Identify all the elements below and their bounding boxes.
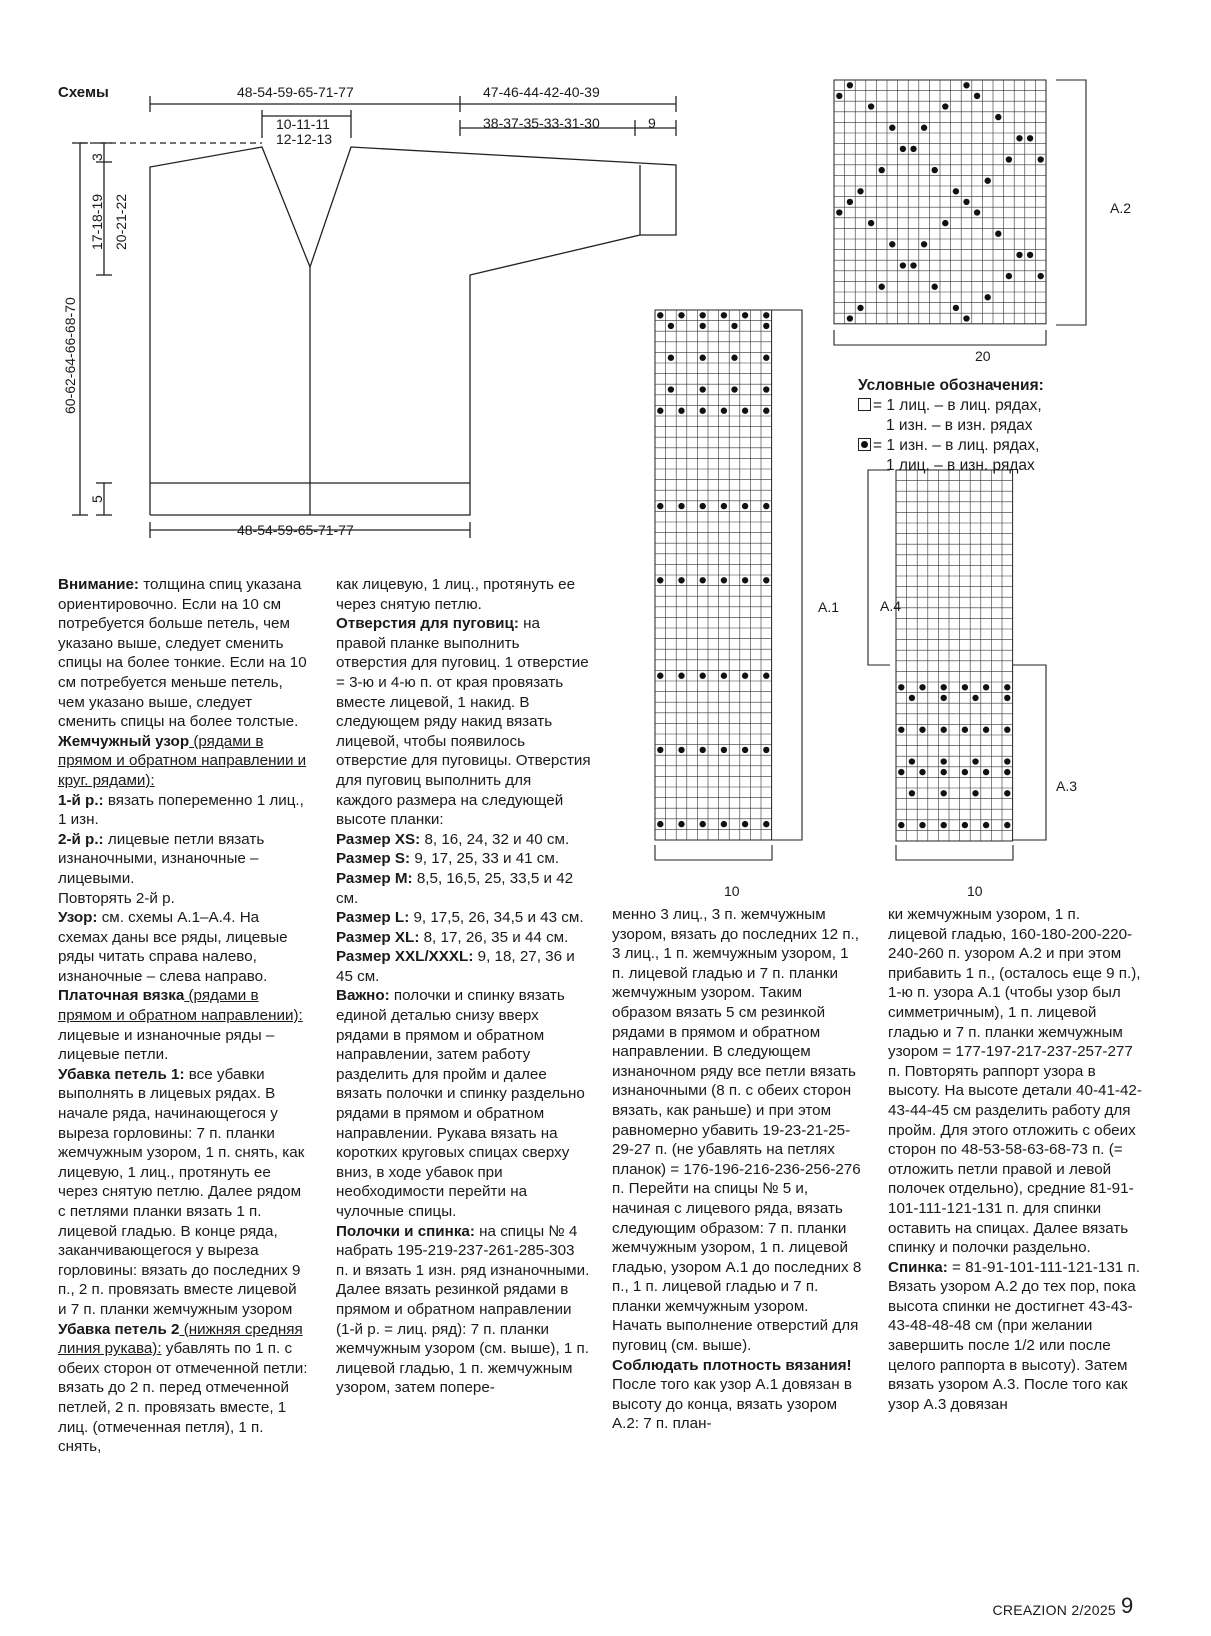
chart-a3-label: A.3: [1056, 778, 1078, 794]
chart-a1-label: A.1: [818, 599, 840, 615]
body-text: лицевые и изнаночные ряды – лицевые петли.: [58, 1026, 275, 1064]
body-text: 8, 17, 26, 35 и 44 см.: [419, 928, 569, 946]
bottom-width-label: 48-54-59-65-71-77: [237, 522, 354, 538]
bold-heading: Узор:: [58, 909, 98, 927]
chart-a2-label: A.2: [1110, 200, 1132, 216]
paragraph: [58, 575, 308, 732]
underlined-note: (рядами в прямом и обратном направлении):: [58, 987, 303, 1025]
bold-heading: Внимание:: [58, 576, 139, 593]
body-text: 9, 17,5, 26, 34,5 и 43 см.: [409, 909, 584, 927]
bold-heading: Размер S:: [336, 850, 411, 868]
body-text: как лицевую, 1 лиц., протянуть ее через снятую петлю.: [336, 576, 576, 613]
paragraph: [888, 1258, 1143, 1415]
bold-heading: Размер L:: [336, 909, 410, 927]
rib-height-label: 5: [89, 495, 105, 503]
bold-heading: Платочная вязка: [58, 987, 185, 1005]
body-text: на спицы № 4 набрать 195-219-237-261-285-303 п. и вязать 1 изн. ряд изнаночными. Далее вязать резинкой рядами в прямом и обратном направлении (1-й р. = лиц. ряд): 7 п. планки жемчужным узором (см. выше), 1 п. лицевой гладью, 1 п. жемчужным узором, затем попере-: [336, 1222, 590, 1397]
underlined-note: (рядами в прямом и обратном направлении и круг. рядами):: [58, 732, 307, 789]
body-text: 9, 18, 27, 36 и 45 см.: [336, 948, 575, 985]
text-column-1: [58, 575, 308, 1457]
top-width-label: 48-54-59-65-71-77: [237, 84, 354, 100]
neck-width-label-1: 10-11-11: [276, 116, 330, 132]
neck-width-label-2: 12-12-13: [276, 131, 333, 147]
bold-heading: Соблюдать плотность вязания!: [612, 1356, 852, 1374]
paragraph: [336, 928, 591, 948]
text-column-2: [336, 575, 591, 1398]
legend-dot-line1: = 1 изн. – в лиц. рядах,: [873, 437, 1040, 454]
body-text: лицевые петли вязать изнаночными, изнаночные – лицевыми.: [58, 830, 265, 887]
paragraph: [336, 1222, 591, 1398]
bold-heading: Отверстия для пуговиц:: [336, 615, 519, 633]
paragraph: [612, 1375, 862, 1434]
legend-open-line1: = 1 лиц. – в лиц. рядах,: [873, 397, 1042, 414]
open-square-icon: [858, 398, 871, 411]
body-text: 8, 16, 24, 32 и 40 см.: [420, 830, 570, 848]
legend: [858, 376, 1044, 476]
paragraph: [336, 614, 591, 830]
paragraph: [336, 986, 591, 1221]
magazine-footer: CREAZION 2/2025: [992, 1602, 1116, 1618]
paragraph: [58, 732, 308, 791]
paragraph: [888, 905, 1143, 1258]
legend-open-line2: 1 изн. – в изн. рядах: [886, 417, 1033, 434]
paragraph: [58, 908, 308, 986]
armhole-label-1: 17-18-19: [89, 193, 105, 250]
body-text: толщина спиц указана ориентировочно. Если на 10 см потребуется больше петель, чем указано выше, следует сменить спицы на более тонкие. Если на 10 см потребуется меньше петель, чем указано выше, следует сменить спицы на более толстые.: [58, 576, 307, 731]
sleeve-lower-label: 38-37-35-33-31-30: [483, 115, 600, 131]
body-text: 9, 17, 25, 33 и 41 см.: [410, 850, 560, 868]
text-column-3: [612, 905, 862, 1434]
bold-heading: 2-й р.:: [58, 830, 104, 848]
paragraph: [336, 908, 591, 928]
body-text: вязать попеременно 1 лиц., 1 изн.: [58, 791, 304, 829]
page-number: 9: [1121, 1593, 1134, 1618]
bold-heading: Размер XXL/XXXL:: [336, 948, 474, 966]
chart-a1-width: 10: [724, 883, 740, 899]
underlined-note: (нижняя средняя линия рукава):: [58, 1320, 303, 1358]
chart-a2-width: 20: [975, 348, 991, 364]
armhole-label-2: 20-21-22: [113, 193, 129, 250]
bold-heading: Важно:: [336, 987, 390, 1005]
paragraph: [336, 869, 591, 908]
bold-heading: 1-й р.:: [58, 791, 104, 809]
cuff-label: 9: [648, 115, 656, 131]
bold-heading: Убавка петель 2: [58, 1320, 180, 1338]
chart-a34-width: 10: [967, 883, 983, 899]
text-column-4: [888, 905, 1143, 1414]
total-length-label: 60-62-64-66-68-70: [62, 297, 78, 414]
chart-a2: [834, 80, 1046, 324]
body-text: = 81-91-101-111-121-131 п. Вязать узором A.2 до тех пор, пока высота спинки не достигнет 43-43-43-48-48-48 см (при желании завершить после 1/2 или после целого раппорта в высоту). Затем вязать узором A.3. После того как узор A.3 довязан: [888, 1258, 1140, 1413]
body-text: на правой планке выполнить отверстия для пуговиц. 1 отверстие = 3-ю и 4-ю п. от края провязать вместе лицевой, 1 накид. В следующем ряду накид вязать лицевой, чтобы появилось отверстие для пуговицы. Отверстия для пуговиц выполнить для каждого размера на следующей высоте планки:: [336, 615, 591, 829]
paragraph: [336, 575, 591, 614]
bold-heading: Полочки и спинка:: [336, 1222, 475, 1240]
body-text: Повторять 2-й р.: [58, 889, 175, 907]
chart-a34: [896, 470, 1013, 841]
body-text: 8,5, 16,5, 25, 33,5 и 42 см.: [336, 869, 574, 907]
legend-dot-line2: 1 лиц. – в изн. рядах: [886, 457, 1035, 474]
bold-heading: Размер M:: [336, 869, 413, 887]
bold-heading: Спинка:: [888, 1258, 948, 1276]
paragraph: [336, 947, 591, 986]
paragraph: [336, 830, 591, 850]
body-text: убавлять по 1 п. с обеих сторон от отмеченной петли: вязать до 2 п. перед отмеченной петлей, 2 п. провязать вместе, 1 лиц. (отмеченная петля), 1 п. снять,: [58, 1340, 308, 1456]
paragraph: [612, 1356, 862, 1376]
body-text: все убавки выполнять в лицевых рядах. В начале ряда, начинающегося у выреза горловины: 7 п. планки жемчужным узором, 1 п. снять, как лицевую, 1 лиц., протянуть ее через снятую петлю. Далее рядом с петлями планки вязать 1 п. лицевой гладью. В конце ряда, заканчивающегося у выреза горловины: вязать до последних 9 п., 2 п. провязать вместе лицевой и 7 п. планки жемчужным узором: [58, 1065, 305, 1318]
paragraph: [58, 986, 308, 1064]
paragraph: [58, 889, 308, 909]
schema-title: Схемы: [58, 84, 109, 101]
chart-a1: [655, 310, 772, 840]
paragraph: [58, 791, 308, 830]
body-text: менно 3 лиц., 3 п. жемчужным узором, вязать до последних 12 п., 3 лиц., 1 п. жемчужным узором, 1 п. лицевой гладью и 7 п. планки жемчужным узором. Таким образом вязать 5 см резинкой рядами в прямом и обратном направлении. В следующем изнаночном ряду все петли вязать изнаночными (8 п. с обеих сторон вязать, как раньше) и при этом равномерно убавить 19-23-21-25-29-27 п. (не убавлять на петлях планок) = 176-196-216-236-256-276 п. Перейти на спицы № 5 и, начиная с лицевого ряда, вязать следующим образом: 7 п. планки жемчужным узором, 1 п. лицевой гладью, узором A.1 до последних 8 п., 1 п. лицевой гладью и 7 п. планки жемчужным узором. Начать выполнение отверстий для пуговиц (см. выше).: [612, 906, 862, 1355]
chart-a4-label: A.4: [880, 598, 902, 614]
body-text: ки жемчужным узором, 1 п. лицевой гладью, 160-180-200-220-240-260 п. узором A.2 и при этом прибавить 1 п., (осталось еще 9 п.), 1-ю п. узора A.1 (чтобы узор был симметричным), 1 п. лицевой гладью и 7 п. планки жемчужным узором = 177-197-217-237-257-277 п. Повторять раппорт узора в высоту. На высоте детали 40-41-42-43-44-45 см разделить работу для пройм. Для этого отложить с обеих сторон по 48-53-58-63-68-73 п. (= отложить петли правой и левой полочек отдельно), средние 81-91-101-111-121-131 п. для спинки оставить на спицах. Далее вязать спинку и полочки раздельно.: [888, 906, 1142, 1257]
paragraph: [58, 1320, 308, 1457]
dot-square-icon: [858, 438, 871, 451]
bold-heading: Жемчужный узор: [58, 732, 190, 750]
paragraph: [58, 1065, 308, 1320]
legend-title: Условные обозначения:: [858, 377, 1044, 394]
body-text: см. схемы A.1–A.4. На схемах даны все ряды, лицевые ряды читать справа налево, изнаночные – слева направо.: [58, 909, 288, 985]
body-text: После того как узор A.1 довязан в высоту до конца, вязать узором A.2: 7 п. план-: [612, 1376, 852, 1433]
paragraph: [336, 849, 591, 869]
shoulder-drop-label: 3: [89, 153, 105, 161]
bold-heading: Убавка петель 1:: [58, 1065, 185, 1083]
body-text: полочки и спинку вязать единой деталью снизу вверх рядами в прямом и обратном направлении, затем работу разделить для пройм и далее вязать полочки и спинку раздельно рядами в прямом и обратном направлении. Рукава вязать на коротких круговых спицах сверху вниз, в ходе убавок при необходимости перейти на чулочные спицы.: [336, 987, 585, 1220]
bold-heading: Размер XS:: [336, 830, 421, 848]
bold-heading: Размер XL:: [336, 928, 420, 946]
paragraph: [58, 830, 308, 889]
paragraph: [612, 905, 862, 1356]
sleeve-length-label: 47-46-44-42-40-39: [483, 84, 600, 100]
